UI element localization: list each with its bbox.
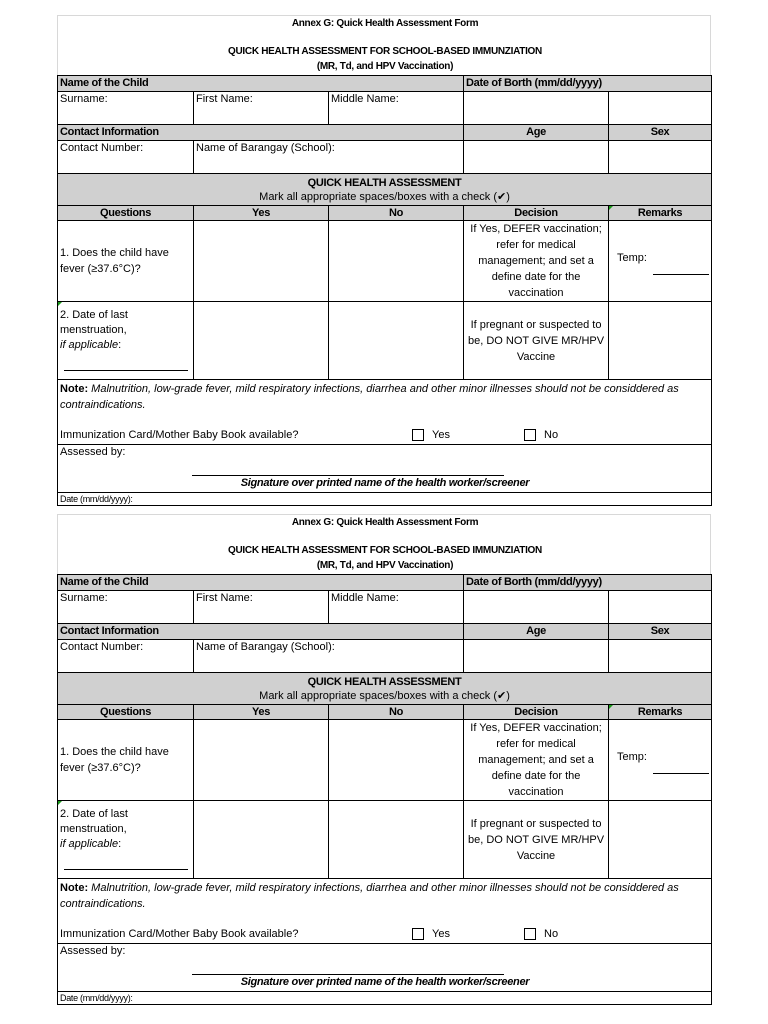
sex-header: Sex [609, 624, 712, 640]
question-menstruation [58, 302, 194, 380]
menstruation-decision: If pregnant or suspected to be, DO NOT GIVE MR/HPV Vaccine [464, 801, 609, 879]
menstruation-yes-cell[interactable] [194, 302, 329, 380]
temp-line [653, 274, 709, 275]
card-yes-option[interactable] [412, 427, 450, 443]
signature-caption: Signature over printed name of the health worker/screener [240, 976, 530, 988]
col-questions: Questions [58, 705, 194, 720]
temp-line [653, 773, 709, 774]
form-header [57, 514, 711, 574]
assessed-by-cell[interactable] [58, 445, 712, 493]
assessed-by-label: Assessed by: [60, 945, 126, 957]
assessed-by-label: Assessed by: [60, 446, 126, 458]
date-label: Date (mm/dd/yyyy): [60, 993, 133, 1003]
barangay-label: Name of Barangay (School): [196, 641, 335, 653]
card-yes-checkbox[interactable] [412, 429, 424, 441]
fever-remarks[interactable] [609, 221, 712, 302]
temp-label: Temp: [617, 252, 647, 264]
note-cell [58, 380, 712, 445]
surname-field[interactable] [58, 92, 194, 125]
question-fever: 1. Does the child have fever (≥37.6°C)? [58, 221, 194, 302]
health-assessment-form-1 [57, 15, 711, 504]
menstruation-date-line [64, 869, 188, 870]
form-title: QUICK HEALTH ASSESSMENT FOR SCHOOL-BASED IMMUNZIATION [228, 545, 542, 556]
col-no: No [329, 705, 464, 720]
middle-name-field[interactable] [329, 591, 464, 624]
health-assessment-form-2 [57, 514, 711, 1003]
form-subtitle: (MR, Td, and HPV Vaccination) [316, 61, 454, 72]
q2-colon: : [118, 838, 122, 850]
dob-field-extra[interactable] [609, 591, 712, 624]
q2-colon: : [118, 339, 122, 351]
fever-yes-cell[interactable] [194, 221, 329, 302]
note-text: Malnutrition, low-grade fever, mild respiratory infections, diarrhea and other minor illnesses should not be considdered as contraindications. [60, 882, 679, 910]
first-name-label: First Name: [196, 592, 253, 604]
menstruation-decision: If pregnant or suspected to be, DO NOT GIVE MR/HPV Vaccine [464, 302, 609, 380]
signature-caption: Signature over printed name of the health worker/screener [240, 477, 530, 489]
first-name-field[interactable] [194, 591, 329, 624]
form-title: QUICK HEALTH ASSESSMENT FOR SCHOOL-BASED IMMUNZIATION [228, 46, 542, 57]
date-cell[interactable] [58, 992, 712, 1005]
card-question: Immunization Card/Mother Baby Book available? [60, 429, 299, 441]
middle-name-field[interactable] [329, 92, 464, 125]
card-no-option[interactable] [524, 926, 558, 942]
sex-field[interactable] [609, 640, 712, 673]
age-header: Age [464, 125, 609, 141]
note-cell [58, 879, 712, 944]
surname-label: Surname: [60, 592, 108, 604]
barangay-label: Name of Barangay (School): [196, 142, 335, 154]
card-yes-label: Yes [432, 429, 450, 441]
qha-title: QUICK HEALTH ASSESSMENT [307, 176, 462, 189]
q2-text: 2. Date of last menstruation, [60, 309, 128, 336]
form-table [57, 574, 712, 1005]
dob-field[interactable] [464, 591, 609, 624]
barangay-field[interactable] [194, 640, 464, 673]
date-cell[interactable] [58, 493, 712, 506]
question-menstruation [58, 801, 194, 879]
date-label: Date (mm/dd/yyyy): [60, 494, 133, 504]
card-no-option[interactable] [524, 427, 558, 443]
menstruation-yes-cell[interactable] [194, 801, 329, 879]
qha-title: QUICK HEALTH ASSESSMENT [307, 675, 462, 688]
form-table [57, 75, 712, 506]
col-remarks: Remarks [609, 206, 712, 221]
col-questions: Questions [58, 206, 194, 221]
age-header: Age [464, 624, 609, 640]
contact-information-header: Contact Information [58, 125, 464, 141]
name-of-child-header: Name of the Child [58, 76, 464, 92]
note-label: Note: [60, 383, 89, 395]
card-yes-checkbox[interactable] [412, 928, 424, 940]
menstruation-date-line [64, 370, 188, 371]
date-of-birth-header: Date of Borth (mm/dd/yyyy) [464, 575, 712, 591]
col-yes: Yes [194, 206, 329, 221]
col-decision: Decision [464, 705, 609, 720]
contact-number-label: Contact Number: [60, 142, 144, 154]
menstruation-remarks[interactable] [609, 302, 712, 380]
q2-text: 2. Date of last menstruation, [60, 808, 128, 835]
fever-remarks[interactable] [609, 720, 712, 801]
qha-instruction: Mark all appropriate spaces/boxes with a check (✔) [259, 190, 510, 203]
qha-section-header [58, 174, 712, 206]
card-no-label: No [544, 429, 559, 441]
q2-if-applicable: if applicable [60, 838, 119, 850]
age-field[interactable] [464, 141, 609, 174]
fever-no-cell[interactable] [329, 221, 464, 302]
question-fever: 1. Does the child have fever (≥37.6°C)? [58, 720, 194, 801]
menstruation-no-cell[interactable] [329, 801, 464, 879]
col-no: No [329, 206, 464, 221]
surname-label: Surname: [60, 93, 108, 105]
col-remarks: Remarks [609, 705, 712, 720]
menstruation-remarks[interactable] [609, 801, 712, 879]
menstruation-no-cell[interactable] [329, 302, 464, 380]
date-of-birth-header: Date of Borth (mm/dd/yyyy) [464, 76, 712, 92]
dob-field-extra[interactable] [609, 92, 712, 125]
qha-instruction: Mark all appropriate spaces/boxes with a check (✔) [259, 689, 510, 702]
q2-if-applicable: if applicable [60, 339, 119, 351]
annex-title: Annex G: Quick Health Assessment Form [291, 18, 479, 29]
contact-number-label: Contact Number: [60, 641, 144, 653]
card-yes-option[interactable] [412, 926, 450, 942]
first-name-label: First Name: [196, 93, 253, 105]
first-name-field[interactable] [194, 92, 329, 125]
dob-field[interactable] [464, 92, 609, 125]
contact-information-header: Contact Information [58, 624, 464, 640]
surname-field[interactable] [58, 591, 194, 624]
card-yes-label: Yes [432, 928, 450, 940]
sex-header: Sex [609, 125, 712, 141]
fever-decision: If Yes, DEFER vaccination; refer for medical management; and set a define date for the vaccination [464, 720, 609, 801]
fever-no-cell[interactable] [329, 720, 464, 801]
fever-yes-cell[interactable] [194, 720, 329, 801]
contact-number-field[interactable] [58, 141, 194, 174]
age-field[interactable] [464, 640, 609, 673]
form-header [57, 15, 711, 75]
name-of-child-header: Name of the Child [58, 575, 464, 591]
temp-label: Temp: [617, 751, 647, 763]
card-no-checkbox[interactable] [524, 928, 536, 940]
assessed-by-cell[interactable] [58, 944, 712, 992]
form-subtitle: (MR, Td, and HPV Vaccination) [316, 560, 454, 571]
card-no-label: No [544, 928, 559, 940]
card-question: Immunization Card/Mother Baby Book available? [60, 928, 299, 940]
fever-decision: If Yes, DEFER vaccination; refer for medical management; and set a define date for the vaccination [464, 221, 609, 302]
qha-section-header [58, 673, 712, 705]
card-no-checkbox[interactable] [524, 429, 536, 441]
barangay-field[interactable] [194, 141, 464, 174]
col-yes: Yes [194, 705, 329, 720]
annex-title: Annex G: Quick Health Assessment Form [291, 517, 479, 528]
middle-name-label: Middle Name: [331, 592, 399, 604]
note-label: Note: [60, 882, 89, 894]
note-text: Malnutrition, low-grade fever, mild respiratory infections, diarrhea and other minor illnesses should not be considdered as contraindications. [60, 383, 679, 411]
contact-number-field[interactable] [58, 640, 194, 673]
col-decision: Decision [464, 206, 609, 221]
sex-field[interactable] [609, 141, 712, 174]
middle-name-label: Middle Name: [331, 93, 399, 105]
